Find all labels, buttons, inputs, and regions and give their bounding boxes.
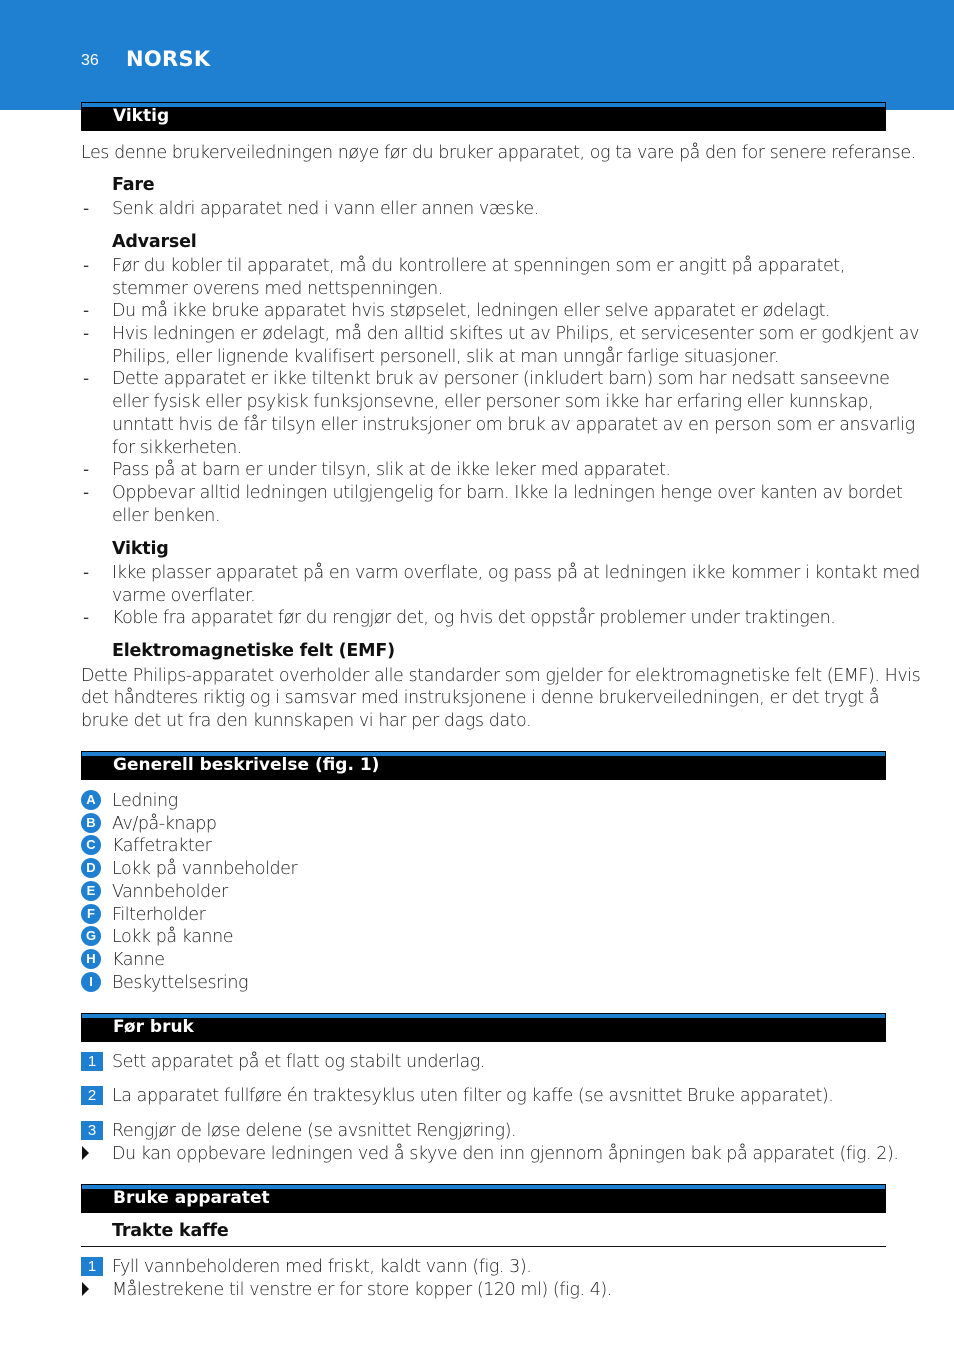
list-dash: - [83, 324, 90, 344]
section-bar-usage [81, 1184, 886, 1213]
advarsel-line: Oppbevar alltid ledningen utilgjengelig for barn. Ikke la ledningen henge over kanten av bordet [112, 483, 903, 503]
advarsel-line: stemmer overens med nettspenningen. [112, 279, 443, 299]
list-dash: - [83, 483, 90, 503]
part-label: Vannbeholder [112, 882, 228, 902]
part-label: Lokk på vannbeholder [112, 859, 298, 879]
viktig-line: varme overflater. [112, 586, 256, 606]
page-number: 36 [81, 52, 99, 69]
section-title: Generell beskrivelse (fig. 1) [113, 755, 380, 775]
step-text: Fyll vannbeholderen med friskt, kaldt vann (fig. 3). [112, 1257, 532, 1277]
letter-badge: D [81, 858, 101, 878]
viktig-heading: Viktig [112, 539, 169, 559]
section-bar-before-use [81, 1013, 886, 1042]
part-label: Lokk på kanne [112, 927, 234, 947]
advarsel-line: eller fysisk eller psykisk funksjonsevne, eller personer som ikke har erfaring eller kunnskap, [112, 392, 874, 412]
section-bar-viktig [81, 102, 886, 131]
list-dash: - [83, 256, 90, 276]
list-dash: - [83, 369, 90, 389]
fare-item: Senk aldri apparatet ned i vann eller annen væske. [112, 199, 539, 219]
advarsel-line: Før du kobler til apparatet, må du kontrollere at spenningen som er angitt på apparatet, [112, 256, 845, 276]
advarsel-line: eller benken. [112, 506, 221, 526]
advarsel-line: Dette apparatet er ikke tiltenkt bruk av personer (inkludert barn) som har nedsatt sanseevne [112, 369, 890, 389]
advarsel-line: Hvis ledningen er ødelagt, må den alltid skiftes ut av Philips, et servicesenter som er godkjent av [112, 324, 919, 344]
part-label: Filterholder [112, 905, 206, 925]
emf-line: bruke det ut fra den kunnskapen vi har per dags dato. [81, 711, 532, 731]
letter-badge: C [81, 835, 101, 855]
letter-badge: G [81, 926, 101, 946]
section-title: Viktig [113, 106, 170, 126]
part-label: Kaffetrakter [112, 836, 212, 856]
section-title: Bruke apparatet [113, 1188, 270, 1208]
part-label: Kanne [112, 950, 165, 970]
list-dash: - [83, 460, 90, 480]
step-text: Rengjør de løse delene (se avsnittet Rengjøring). [112, 1121, 517, 1141]
letter-badge: A [81, 790, 101, 810]
step-text: La apparatet fullføre én traktesyklus uten filter og kaffe (se avsnittet Bruke apparatet). [112, 1086, 834, 1106]
advarsel-line: Pass på at barn er under tilsyn, slik at de ikke leker med apparatet. [112, 460, 671, 480]
note-arrow-icon [82, 1282, 89, 1296]
list-dash: - [83, 199, 90, 219]
letter-badge: I [81, 972, 101, 992]
letter-badge: H [81, 949, 101, 969]
list-dash: - [83, 301, 90, 321]
note-text: Målestrekene til venstre er for store kopper (120 ml) (fig. 4). [112, 1280, 612, 1300]
emf-heading: Elektromagnetiske felt (EMF) [112, 641, 395, 661]
page-header [0, 0, 954, 110]
letter-badge: E [81, 881, 101, 901]
list-dash: - [83, 563, 90, 583]
section-bar-description [81, 751, 886, 780]
subsection-heading: Trakte kaffe [112, 1221, 229, 1241]
part-label: Ledning [112, 791, 178, 811]
step-number: 1 [81, 1257, 103, 1276]
advarsel-heading: Advarsel [112, 232, 197, 252]
section-title: Før bruk [113, 1017, 194, 1037]
emf-line: det håndteres riktig og i samsvar med instruksjonene i denne brukerveiledningen, er det trygt å [81, 688, 880, 708]
language-title: NORSK [126, 47, 211, 71]
intro-text: Les denne brukerveiledningen nøye før du bruker apparatet, og ta vare på den for senere referanse. [81, 143, 916, 163]
part-label: Beskyttelsesring [112, 973, 249, 993]
letter-badge: B [81, 813, 101, 833]
advarsel-line: for sikkerheten. [112, 438, 242, 458]
step-number: 3 [81, 1121, 103, 1140]
step-text: Sett apparatet på et flatt og stabilt underlag. [112, 1052, 485, 1072]
heading-rule [81, 1246, 886, 1247]
step-number: 1 [81, 1052, 103, 1071]
viktig-line: Ikke plasser apparatet på en varm overflate, og pass på at ledningen ikke kommer i kontakt med [112, 563, 920, 583]
step-number: 2 [81, 1086, 103, 1105]
viktig-line: Koble fra apparatet før du rengjør det, og hvis det oppstår problemer under traktingen. [112, 608, 836, 628]
part-label: Av/på-knapp [112, 814, 217, 834]
advarsel-line: Philips, eller lignende kvalifisert personell, slik at man unngår farlige situasjoner. [112, 347, 779, 367]
advarsel-line: unntatt hvis de får tilsyn eller instruksjoner om bruk av apparatet av en person som er ansvarlig [112, 415, 915, 435]
letter-badge: F [81, 904, 101, 924]
note-text: Du kan oppbevare ledningen ved å skyve den inn gjennom åpningen bak på apparatet (fig. 2). [112, 1144, 899, 1164]
note-arrow-icon [82, 1146, 89, 1160]
advarsel-line: Du må ikke bruke apparatet hvis støpselet, ledningen eller selve apparatet er ødelagt. [112, 301, 831, 321]
list-dash: - [83, 608, 90, 628]
fare-heading: Fare [112, 175, 155, 195]
emf-line: Dette Philips-apparatet overholder alle standarder som gjelder for elektromagnetiske felt (EMF). Hvis [81, 666, 921, 686]
